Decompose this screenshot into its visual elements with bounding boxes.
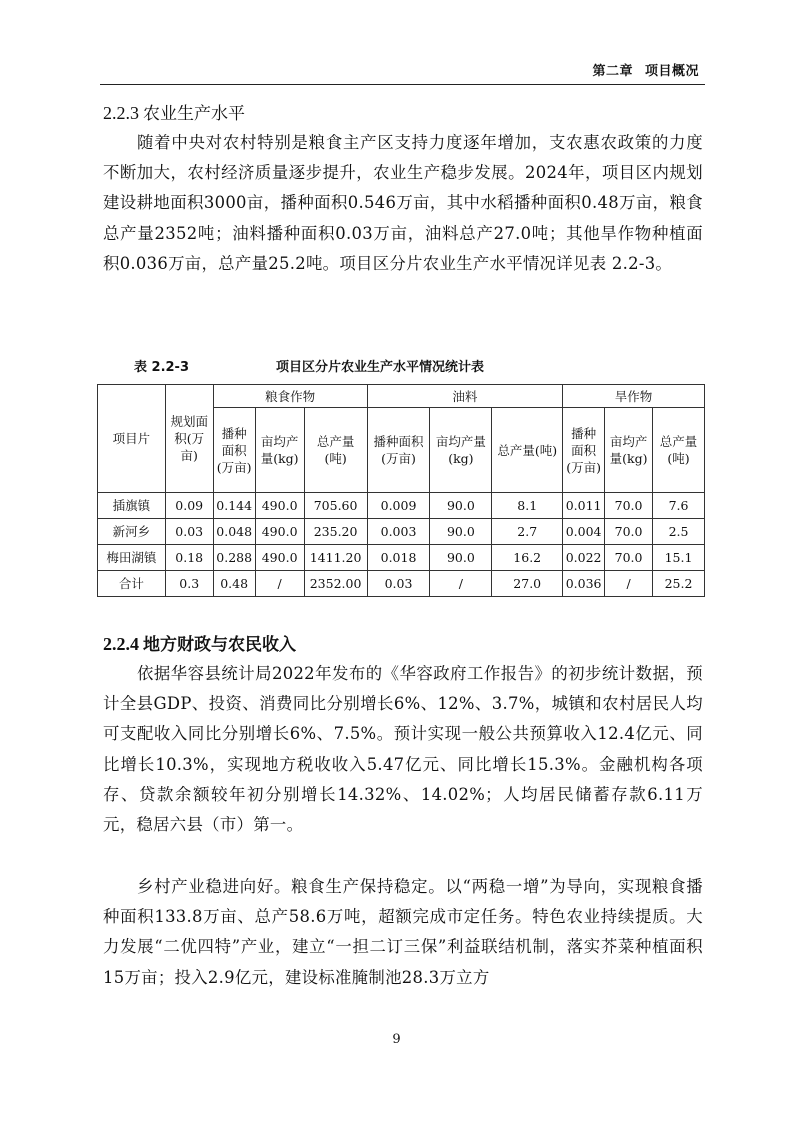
section-heading-2-2-3 — [103, 99, 245, 124]
table-title: 项目区分片农业生产水平情况统计表 — [276, 360, 485, 375]
cell: 0.004 — [563, 519, 605, 545]
page-number: 9 — [392, 1032, 401, 1047]
section-number: 2.2.3 — [103, 103, 139, 123]
cell: 90.0 — [430, 519, 492, 545]
table-row-total — [98, 571, 705, 597]
cell: / — [255, 571, 304, 597]
table-caption — [100, 356, 705, 376]
cell: 90.0 — [430, 493, 492, 519]
cell: 70.0 — [605, 519, 653, 545]
paragraph-finance: 依据华容县统计局2022年发布的《华容政府工作报告》的初步统计数据，预计全县GDP、投资、消费同比分别增长6%、12%、3.7%，城镇和农村居民人均可支配收入同比分别增长6%、7.5%。预计实现一般公共预算收入12.4亿元、同比增长10.3%，实现地方税收收入5.47亿元、同比增长15.3%。金融机构各项存、贷款余额较年初分别增长14.32%、14.02%；人均居民储蓄存款6.11万元，稳居六县（市）第一。 — [103, 664, 703, 835]
cell: 梅田湖镇 — [98, 545, 166, 571]
cell: 2352.00 — [304, 571, 367, 597]
cell: 0.018 — [367, 545, 430, 571]
cell: 0.18 — [165, 545, 213, 571]
section-heading-2-2-4 — [103, 630, 296, 655]
cell: 合计 — [98, 571, 166, 597]
cell: 0.3 — [165, 571, 213, 597]
cell: 8.1 — [492, 493, 563, 519]
cell: 0.288 — [213, 545, 255, 571]
cell: 15.1 — [653, 545, 705, 571]
cell: 490.0 — [255, 545, 304, 571]
table-row — [98, 545, 705, 571]
cell: 0.144 — [213, 493, 255, 519]
cell: 0.009 — [367, 493, 430, 519]
cell: 27.0 — [492, 571, 563, 597]
cell: 0.003 — [367, 519, 430, 545]
cell: 490.0 — [255, 519, 304, 545]
page-header — [100, 48, 705, 85]
header-text — [592, 60, 699, 79]
table-label: 表 2.2-3 — [134, 360, 189, 375]
col-header-area: 项目片 — [98, 385, 166, 493]
section-title: 农业生产水平 — [143, 104, 245, 124]
cell: 7.6 — [653, 493, 705, 519]
cell: 2.7 — [492, 519, 563, 545]
cell: 1411.20 — [304, 545, 367, 571]
cell: / — [605, 571, 653, 597]
cell: 705.60 — [304, 493, 367, 519]
cell: 0.03 — [165, 519, 213, 545]
table-row — [98, 519, 705, 545]
cell: 90.0 — [430, 545, 492, 571]
paragraph-industry: 乡村产业稳进向好。粮食生产保持稳定。以“两稳一增”为导向，实现粮食播种面积133.8万亩、总产58.6万吨，超额完成市定任务。特色农业持续提质。大力发展“二优四特”产业，建立“一担二订三保”利益联结机制，落实芥菜种植面积15万亩；投入2.9亿元，建设标准腌制池28.3万立方 — [103, 877, 703, 987]
col-header-yield: 亩均产量(kg) — [430, 408, 492, 493]
cell: 490.0 — [255, 493, 304, 519]
cell: 16.2 — [492, 545, 563, 571]
cell: 0.048 — [213, 519, 255, 545]
col-header-sow: 播种面积(万亩) — [213, 408, 255, 493]
header-section: 项目概况 — [644, 64, 699, 79]
group-header-oil: 油料 — [367, 385, 563, 408]
col-header-sow: 播种面积(万亩) — [563, 408, 605, 493]
group-header-grain: 粮食作物 — [213, 385, 367, 408]
cell: 0.022 — [563, 545, 605, 571]
col-header-yield: 亩均产量(kg) — [255, 408, 304, 493]
col-header-sow: 播种面积(万亩) — [367, 408, 430, 493]
table-row — [98, 493, 705, 519]
group-header-dry: 旱作物 — [563, 385, 705, 408]
paragraph-agriculture: 随着中央对农村特别是粮食主产区支持力度逐年增加，支农惠农政策的力度不断加大，农村经济质量逐步提升，农业生产稳步发展。2024年，项目区内规划建设耕地面积3000亩，播种面积0.546万亩，其中水稻播种面积0.48万亩，粮食总产量2352吨；油料播种面积0.03万亩，油料总产27.0吨；其他旱作物种植面积0.036万亩，总产量25.2吨。项目区分片农业生产水平情况详见表 2.2-3。 — [103, 133, 703, 273]
cell: 2.5 — [653, 519, 705, 545]
cell: 235.20 — [304, 519, 367, 545]
cell: 0.03 — [367, 571, 430, 597]
col-header-plan-area: 规划面积(万亩) — [165, 385, 213, 493]
cell: 70.0 — [605, 545, 653, 571]
cell: 25.2 — [653, 571, 705, 597]
section-title: 地方财政与农民收入 — [143, 635, 296, 655]
cell: / — [430, 571, 492, 597]
col-header-yield: 亩均产量(kg) — [605, 408, 653, 493]
cell: 新河乡 — [98, 519, 166, 545]
production-table — [97, 384, 705, 597]
table-header-row — [98, 385, 705, 408]
col-header-total: 总产量(吨) — [304, 408, 367, 493]
section-number: 2.2.4 — [103, 634, 139, 654]
col-header-total: 总产量(吨) — [492, 408, 563, 493]
col-header-total: 总产量(吨) — [653, 408, 705, 493]
cell: 插旗镇 — [98, 493, 166, 519]
cell: 70.0 — [605, 493, 653, 519]
cell: 0.036 — [563, 571, 605, 597]
header-chapter: 第二章 — [592, 64, 633, 79]
cell: 0.09 — [165, 493, 213, 519]
cell: 0.48 — [213, 571, 255, 597]
cell: 0.011 — [563, 493, 605, 519]
